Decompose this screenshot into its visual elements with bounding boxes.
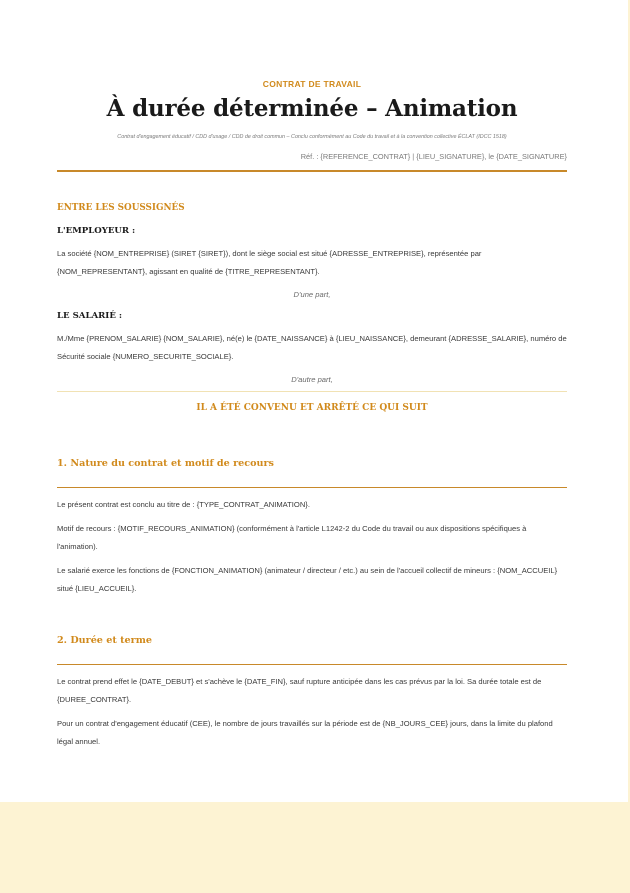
section-title: 2. Durée et terme [57,635,152,646]
section-duration [57,635,567,751]
header-divider [57,170,567,172]
employee-closing: D'autre part, [291,375,333,384]
employee-label: LE SALARIÉ : [57,311,123,321]
section-divider [57,487,567,488]
document-kicker: CONTRAT DE TRAVAIL [262,79,362,89]
employee-text: M./Mme {PRENOM_SALARIE} {NOM_SALARIE}, né(e) le {DATE_NAISSANCE} à {LIEU_NAISSANCE}, demeurant {ADRESSE_SALARIE}, numéro de Sécurité sociale {NUMERO_SECURITE_SOCIALE}. [57,334,567,361]
parties-heading: ENTRE LES SOUSSIGNÉS [57,203,185,213]
agreed-heading: IL A ÉTÉ CONVENU ET ARRÊTÉ CE QUI SUIT [196,403,428,413]
section-paragraph: Le présent contrat est conclu au titre de : {TYPE_CONTRAT_ANIMATION}. [57,500,310,509]
section-paragraph: Le salarié exerce les fonctions de {FONCTION_ANIMATION} (animateur / directeur / etc.) au sein de l'accueil collectif de mineurs : {NOM_ACCUEIL} situé {LIEU_ACCUEIL}. [57,566,558,593]
document-title: À durée déterminée – Animation [106,95,518,122]
employer-closing: D'une part, [293,290,331,299]
parties-divider [57,391,567,392]
section-title: 1. Nature du contrat et motif de recours [57,458,274,469]
section-divider [57,664,567,665]
section-paragraph: Motif de recours : {MOTIF_RECOURS_ANIMATION} (conformément à l'article L1242-2 du Code du travail ou aux dispositions spécifiques à l'animation). [57,524,527,551]
section-nature [57,458,567,598]
section-paragraph: Le contrat prend effet le {DATE_DEBUT} et s'achève le {DATE_FIN}, sauf rupture anticipée dans les cas prévus par la loi. Sa durée totale est de {DUREE_CONTRAT}. [57,677,542,704]
employer-label: L'EMPLOYEUR : [57,226,136,236]
parties-section [57,203,567,413]
document-subtitle: Contrat d'engagement éducatif / CDD d'usage / CDD de droit commun – Conclu conformément au Code du travail et à la convention collective ÉCLAT (IDCC 1518) [117,134,507,140]
employer-text: La société {NOM_ENTREPRISE} (SIRET {SIRET}), dont le siège social est situé {ADRESSE_ENTREPRISE}, représentée par {NOM_REPRESENTANT}, agissant en qualité de {TITRE_REPRESENTANT}. [57,249,482,276]
reference-line: Réf. : {REFERENCE_CONTRAT} | {LIEU_SIGNATURE}, le {DATE_SIGNATURE} [300,152,567,161]
section-paragraph: Pour un contrat d'engagement éducatif (CEE), le nombre de jours travaillés sur la période est de {NB_JOURS_CEE} jours, dans la limite du plafond légal annuel. [57,719,553,746]
